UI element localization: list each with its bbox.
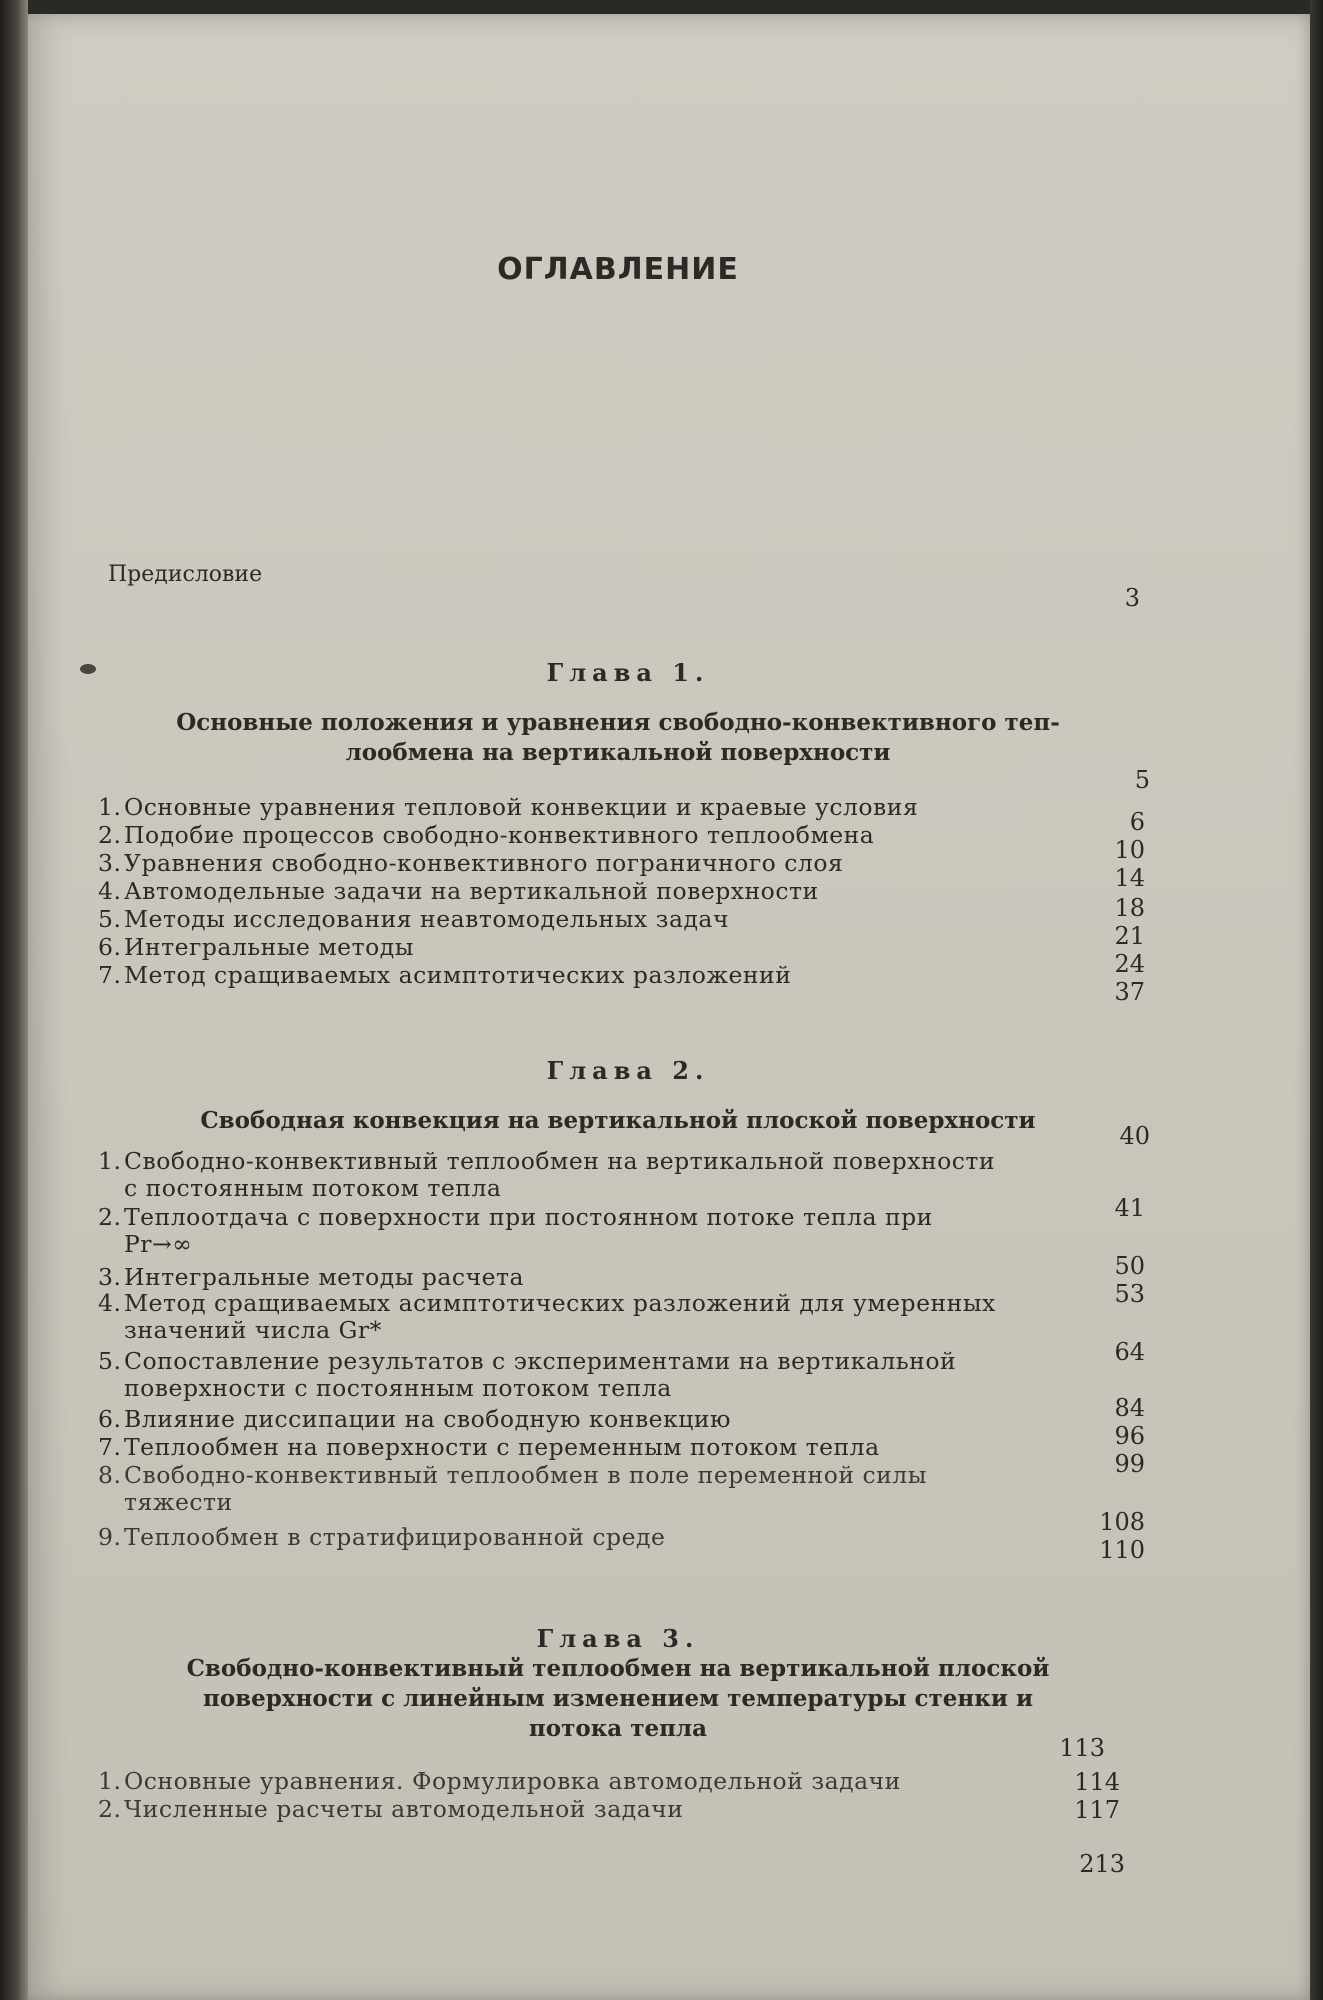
entry-text: Подобие процессов свободно-конвективного теплообмена bbox=[124, 821, 875, 849]
entry-text: Сопоставление результатов с экспериментами на вертикальной bbox=[124, 1347, 957, 1375]
entry-page-number: 108 bbox=[1099, 1508, 1145, 1536]
entry-text-continuation: Pr→∞ bbox=[124, 1230, 193, 1258]
entry-text: Влияние диссипации на свободную конвекцию bbox=[124, 1405, 732, 1433]
entry-page-number: 10 bbox=[1114, 836, 1145, 864]
toc-entry bbox=[98, 1148, 1128, 1202]
toc-entry bbox=[98, 1796, 1128, 1823]
chapter-2-page-number: 40 bbox=[1119, 1122, 1150, 1150]
entry-text: Теплоотдача с поверхности при постоянном потоке тепла при bbox=[124, 1203, 933, 1231]
entry-number: 9. bbox=[98, 1523, 122, 1551]
entry-number: 4. bbox=[98, 1289, 122, 1317]
entry-text: Свободно-конвективный теплообмен в поле переменной силы bbox=[124, 1461, 927, 1489]
page-title: ОГЛАВЛЕНИЕ bbox=[497, 252, 739, 287]
entry-page-number: 50 bbox=[1114, 1252, 1145, 1280]
chapter-1-page-number: 5 bbox=[1134, 766, 1150, 794]
book-page bbox=[28, 14, 1310, 2000]
entry-number: 5. bbox=[98, 1347, 122, 1375]
entry-text-continuation: тяжести bbox=[124, 1488, 233, 1516]
entry-text: Метод сращиваемых асимптотических разложений для умеренных bbox=[124, 1289, 996, 1317]
entry-number: 3. bbox=[98, 849, 122, 877]
entry-text: Основные уравнения тепловой конвекции и краевые условия bbox=[124, 793, 919, 821]
entry-page-number: 96 bbox=[1114, 1422, 1145, 1450]
entry-page-number: 37 bbox=[1114, 978, 1145, 1006]
chapter-3-title-line: Свободно-конвективный теплообмен на вертикальной плоской bbox=[186, 1655, 1050, 1682]
chapter-3-title-line: поверхности с линейным изменением температуры стенки и bbox=[203, 1685, 1033, 1712]
entry-text: Методы исследования неавтомодельных задач bbox=[124, 905, 729, 933]
entry-page-number: 14 bbox=[1114, 864, 1145, 892]
entry-page-number: 84 bbox=[1114, 1394, 1145, 1422]
entry-number: 6. bbox=[98, 933, 122, 961]
entry-page-number: 99 bbox=[1114, 1450, 1145, 1478]
toc-entry bbox=[98, 794, 1128, 821]
chapter-2-title bbox=[158, 1106, 1078, 1136]
entry-page-number: 114 bbox=[1074, 1768, 1120, 1796]
entry-number: 4. bbox=[98, 877, 122, 905]
entry-number: 5. bbox=[98, 905, 122, 933]
entry-number: 2. bbox=[98, 821, 122, 849]
toc-entry bbox=[98, 1524, 1128, 1551]
entry-text: Автомодельные задачи на вертикальной поверхности bbox=[124, 877, 819, 905]
entry-text: Теплообмен в стратифицированной среде bbox=[124, 1523, 666, 1551]
toc-entry bbox=[98, 1204, 1128, 1258]
entry-number: 7. bbox=[98, 1433, 122, 1461]
entry-page-number: 18 bbox=[1114, 894, 1145, 922]
toc-entry bbox=[98, 878, 1128, 905]
entry-text: Теплообмен на поверхности с переменным потоком тепла bbox=[124, 1433, 880, 1461]
entry-text: Свободно-конвективный теплообмен на вертикальной поверхности bbox=[124, 1147, 996, 1175]
entry-text-continuation: с постоянным потоком тепла bbox=[124, 1174, 502, 1202]
toc-entry bbox=[98, 1406, 1128, 1433]
toc-entry bbox=[98, 934, 1128, 961]
chapter-1-title bbox=[148, 708, 1088, 768]
toc-entry bbox=[98, 962, 1128, 989]
entry-number: 8. bbox=[98, 1461, 122, 1489]
chapter-1-title-line: лообмена на вертикальной поверхности bbox=[345, 739, 891, 766]
entry-text-continuation: значений числа Gr* bbox=[124, 1316, 382, 1344]
entry-number: 2. bbox=[98, 1203, 122, 1231]
toc-entry bbox=[98, 1264, 1128, 1291]
entry-page-number: 64 bbox=[1114, 1338, 1145, 1366]
entry-number: 1. bbox=[98, 1147, 122, 1175]
book-binding-edge bbox=[0, 0, 28, 2000]
entry-text: Основные уравнения. Формулировка автомодельной задачи bbox=[124, 1767, 901, 1795]
chapter-1-title-line: Основные положения и уравнения свободно-конвективного теп- bbox=[176, 709, 1060, 736]
page-number: 213 bbox=[1079, 1850, 1125, 1878]
chapter-3-title bbox=[178, 1654, 1058, 1744]
entry-text: Метод сращиваемых асимптотических разложений bbox=[124, 961, 792, 989]
entry-page-number: 41 bbox=[1114, 1194, 1145, 1222]
entry-number: 7. bbox=[98, 961, 122, 989]
chapter-3-heading: Глава 3. bbox=[536, 1624, 700, 1653]
chapter-3-page-number: 113 bbox=[1059, 1734, 1105, 1762]
entry-number: 6. bbox=[98, 1405, 122, 1433]
entry-number: 3. bbox=[98, 1263, 122, 1291]
toc-entry bbox=[98, 1768, 1128, 1795]
preface-page-number: 3 bbox=[1124, 584, 1140, 612]
entry-text-continuation: поверхности с постоянным потоком тепла bbox=[124, 1374, 672, 1402]
entry-page-number: 117 bbox=[1074, 1796, 1120, 1824]
toc-entry bbox=[98, 1348, 1128, 1402]
entry-text: Уравнения свободно-конвективного пограничного слоя bbox=[124, 849, 844, 877]
toc-entry bbox=[98, 1434, 1128, 1461]
chapter-3-title-line: потока тепла bbox=[528, 1715, 708, 1742]
entry-text: Интегральные методы расчета bbox=[124, 1263, 525, 1291]
toc-entry bbox=[98, 1462, 1128, 1516]
toc-entry bbox=[98, 906, 1128, 933]
preface-label: Предисловие bbox=[108, 562, 263, 587]
entry-text: Интегральные методы bbox=[124, 933, 414, 961]
toc-entry bbox=[98, 822, 1128, 849]
entry-page-number: 24 bbox=[1114, 950, 1145, 978]
entry-page-number: 53 bbox=[1114, 1280, 1145, 1308]
entry-number: 1. bbox=[98, 1767, 122, 1795]
chapter-2-heading: Глава 2. bbox=[546, 1056, 710, 1085]
entry-text: Численные расчеты автомодельной задачи bbox=[124, 1795, 684, 1823]
book-cover-edge bbox=[1310, 0, 1323, 2000]
entry-number: 1. bbox=[98, 793, 122, 821]
chapter-1-heading: Глава 1. bbox=[546, 658, 710, 687]
toc-entry bbox=[98, 850, 1128, 877]
entry-page-number: 6 bbox=[1129, 808, 1145, 836]
chapter-2-title-line: Свободная конвекция на вертикальной плоской поверхности bbox=[200, 1107, 1036, 1134]
entry-number: 2. bbox=[98, 1795, 122, 1823]
entry-page-number: 21 bbox=[1114, 922, 1145, 950]
entry-page-number: 110 bbox=[1099, 1536, 1145, 1564]
toc-entry bbox=[98, 1290, 1128, 1344]
